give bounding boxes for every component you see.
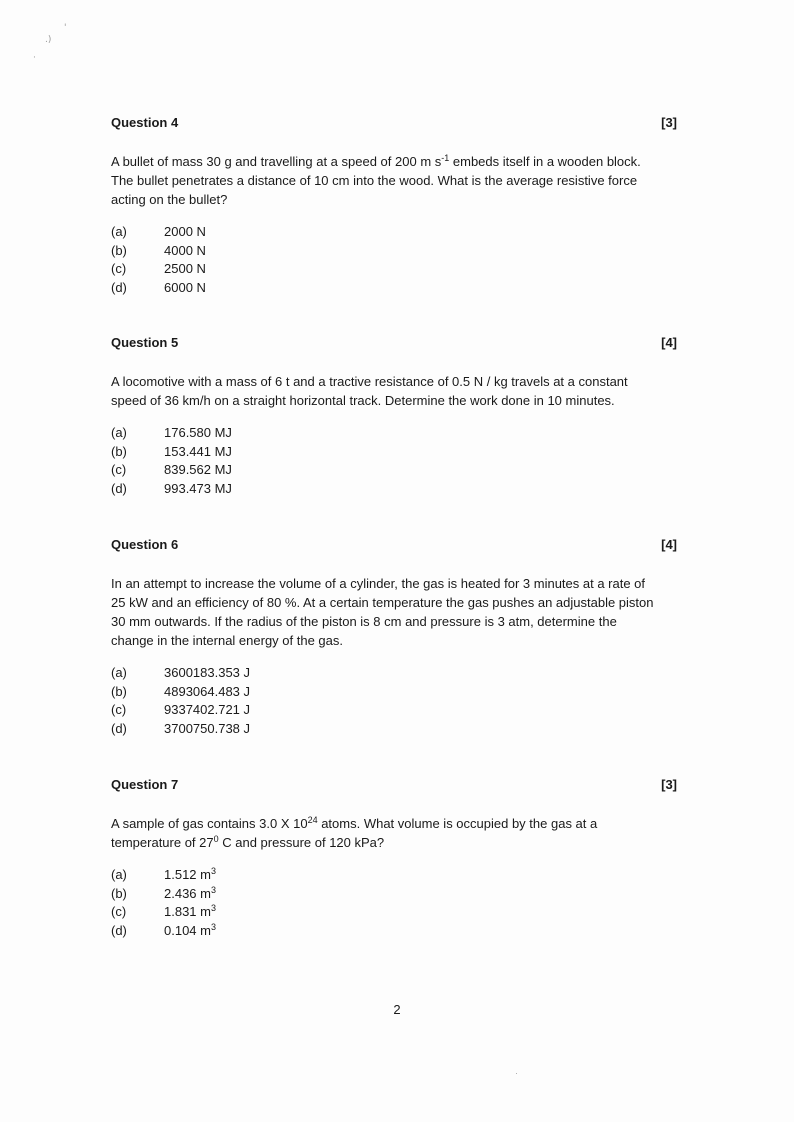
option-d xyxy=(111,480,677,499)
option-letter: (d) xyxy=(111,279,127,295)
superscript: 24 xyxy=(307,815,318,825)
option-value: 2000 N xyxy=(164,224,206,239)
option-letter: (c) xyxy=(111,261,127,276)
option-b xyxy=(111,885,677,904)
option-letter: (b) xyxy=(111,683,127,699)
option-letter: (b) xyxy=(111,885,127,901)
option-letter: (a) xyxy=(111,867,127,882)
question-title: Question 4 xyxy=(111,115,179,130)
option-letter: (c) xyxy=(111,462,127,477)
option-a xyxy=(111,223,677,242)
question-header xyxy=(111,776,677,794)
option-value: 176.580 MJ xyxy=(164,425,232,440)
question-marks: [3] xyxy=(661,777,677,792)
option-letter: (c) xyxy=(111,702,127,717)
option-c xyxy=(111,701,677,720)
option-letter: (d) xyxy=(111,720,127,736)
option-letter: (c) xyxy=(111,904,127,919)
option-d xyxy=(111,279,677,298)
option-value: 3700750.738 J xyxy=(164,720,251,736)
question-marks: [4] xyxy=(661,537,677,552)
option-letter: (d) xyxy=(111,922,127,938)
question-title: Question 5 xyxy=(111,335,179,350)
option-a xyxy=(111,866,677,885)
question-title: Question 6 xyxy=(111,537,179,552)
question-text: A locomotive with a mass of 6 t and a tractive resistance of 0.5 N / kg travels at a constant speed of 36 km/h on a straight horizontal track. Determine the work done in 10 minutes. xyxy=(111,374,628,408)
option-value: 9337402.721 J xyxy=(164,702,251,717)
question-4 xyxy=(111,114,677,297)
question-marks: [4] xyxy=(661,335,677,350)
answer-options xyxy=(111,664,677,738)
question-header xyxy=(111,536,677,554)
question-header xyxy=(111,334,677,352)
answer-options xyxy=(111,424,677,498)
question-title: Question 7 xyxy=(111,777,179,792)
option-value: 6000 N xyxy=(164,279,206,295)
option-value: 153.441 MJ xyxy=(164,443,232,459)
option-d xyxy=(111,720,677,739)
answer-options xyxy=(111,866,677,940)
question-5 xyxy=(111,334,677,498)
question-text: A sample of gas contains 3.0 X $10^{24}$ atoms. What volume is occupied by the gas at a temperature of $27^0$ C and pressure of 120 kPa? xyxy=(111,815,598,850)
option-letter: (d) xyxy=(111,480,127,496)
option-value: 2500 N xyxy=(164,261,206,276)
option-value: 993.473 MJ xyxy=(164,480,232,496)
option-letter: (b) xyxy=(111,242,127,258)
superscript: 3 xyxy=(210,921,216,932)
superscript: -1 xyxy=(441,153,450,163)
superscript: 0 xyxy=(213,834,219,844)
page-number: 2 xyxy=(393,1002,401,1017)
question-text: In an attempt to increase the volume of a cylinder, the gas is heated for 3 minutes at a rate of 25 kW and an efficiency of 80 %. At a certain temperature the gas pushes an adjustable piston 30 mm outwards. If the radius of the piston is 8 cm and pressure is 3 atm, determine the change in the internal energy of the gas. xyxy=(111,576,654,648)
option-c xyxy=(111,461,677,480)
question-header xyxy=(111,114,677,132)
option-value: 1.831 $m^3$ xyxy=(164,903,216,919)
option-b xyxy=(111,683,677,702)
option-a xyxy=(111,664,677,683)
superscript: 3 xyxy=(210,866,216,876)
question-6 xyxy=(111,536,677,738)
option-letter: (a) xyxy=(111,224,127,239)
scan-artifact: · xyxy=(33,53,36,63)
question-text: A bullet of mass 30 g and travelling at a speed of 200 m $s^{-1}$ embeds itself in a wooden block. The bullet penetrates a distance of 10 cm into the wood. What is the average resistive force acting on the bullet? xyxy=(111,153,641,207)
option-value: 1.512 $m^3$ xyxy=(164,866,216,882)
option-value: 2.436 $m^3$ xyxy=(164,884,216,901)
option-letter: (b) xyxy=(111,443,127,459)
option-value: 4893064.483 J xyxy=(164,683,251,699)
option-b xyxy=(111,443,677,462)
option-value: 3600183.353 J xyxy=(164,665,251,680)
superscript: 3 xyxy=(210,903,216,913)
option-c xyxy=(111,260,677,279)
scan-artifact: ' xyxy=(64,23,67,33)
option-value: 0.104 $m^3$ xyxy=(164,921,216,938)
option-d xyxy=(111,922,677,941)
option-c xyxy=(111,903,677,922)
scan-artifact: .) xyxy=(45,35,52,45)
answer-options xyxy=(111,223,677,297)
question-marks: [3] xyxy=(661,115,677,130)
option-value: 4000 N xyxy=(164,242,206,258)
question-7 xyxy=(111,776,677,940)
option-value: 839.562 MJ xyxy=(164,462,232,477)
option-letter: (a) xyxy=(111,665,127,680)
option-letter: (a) xyxy=(111,425,127,440)
option-a xyxy=(111,424,677,443)
scan-artifact xyxy=(516,1073,517,1074)
option-b xyxy=(111,242,677,261)
superscript: 3 xyxy=(210,884,216,895)
